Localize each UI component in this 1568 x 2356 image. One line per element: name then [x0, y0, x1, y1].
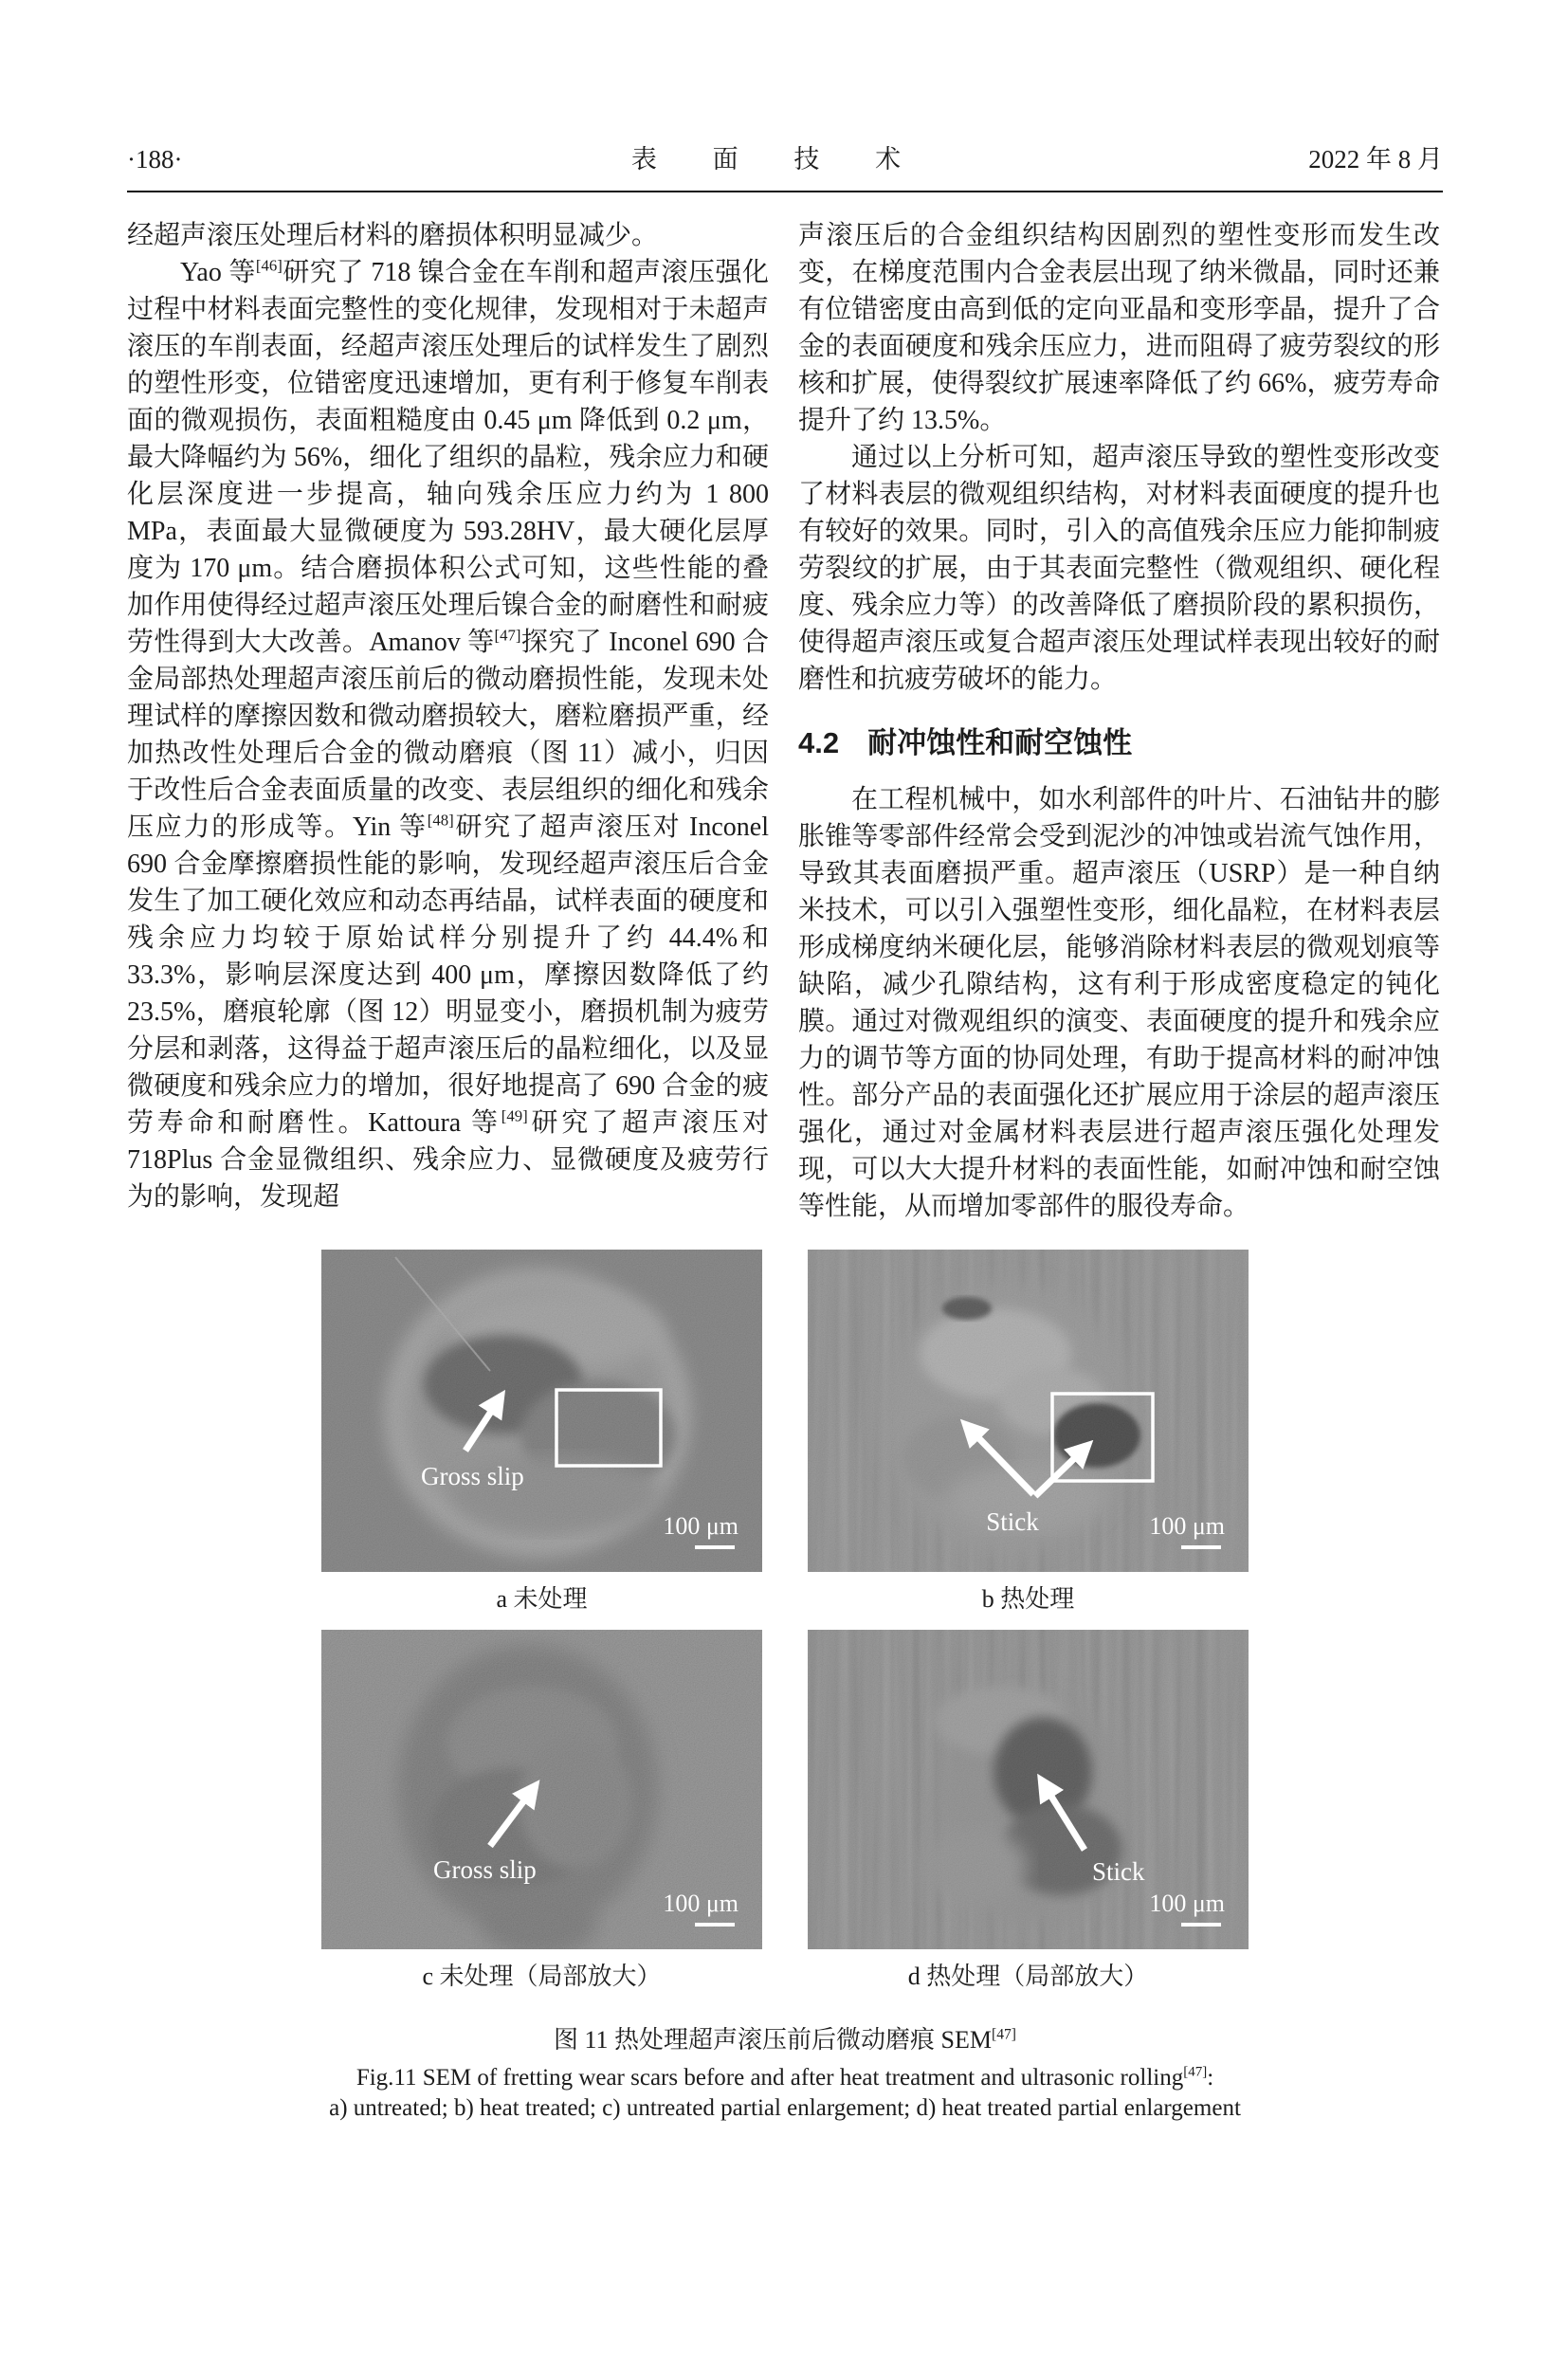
scale-bar [695, 1923, 735, 1927]
figure-caption-en-ref: [47] [1183, 2064, 1208, 2080]
text-run: 探究了 Inconel 690 合金局部热处理超声滚压前后的微动磨损性能，发现未处理试样的摩擦因数和微动磨损较大，磨粒磨损严重，经加热改性处理后合金的微动磨痕（图 11）减小，归因于改性后合金表面质量的改变、表层组织的细化和残余压应力的形成等。Yin 等 [127, 628, 769, 842]
annotation-label: Stick [1092, 1857, 1145, 1886]
paragraph [127, 254, 769, 1215]
scale-bar-label: 100 μm [663, 1512, 738, 1540]
panel-caption-d: d 热处理（局部放大） [907, 1963, 1149, 1990]
paragraph [127, 217, 769, 254]
text-run: 研究了超声滚压对 Inconel 690 合金摩擦磨损性能的影响，发现经超声滚压后合金发生了加工硬化效应和动态再结晶，试样表面的硬度和残余应力均较于原始试样分别提升了约 44.4%和 33.3%，影响层深度达到 400 μm，摩擦因数降低了约 23.5%，磨痕轮廓（图 12）明显变小，磨损机制为疲劳分层和剥落，这得益于超声滚压后的晶粒细化，以及显微硬度和残余应力的增加，很好地提高了 690 合金的疲劳寿命和耐磨性。Kattoura 等 [127, 813, 769, 1138]
sem-image-heat-treated [808, 1250, 1249, 1572]
sem-image-untreated [321, 1250, 762, 1572]
panel-caption-a: a 未处理 [496, 1585, 588, 1613]
sem-panel-c [321, 1630, 762, 2007]
body-columns [127, 217, 1443, 1225]
text-run: 经超声滚压处理后材料的磨损体积明显减少。 [127, 221, 659, 250]
sem-image-untreated-enlarged [321, 1630, 762, 1949]
scale-bar [1181, 1545, 1221, 1549]
right-column [798, 217, 1440, 1225]
text-run: 声滚压后的合金组织结构因剧烈的塑性变形而发生改变，在梯度范围内合金表层出现了纳米微晶，同时还兼有位错密度由高到低的定向亚晶和变形孪晶，提升了合金的表面硬度和残余压应力，进而阻碍了疲劳裂纹的形核和扩展，使得裂纹扩展速率降低了约 66%，疲劳寿命提升了约 13.5%。 [798, 221, 1440, 435]
sem-panel-d [808, 1630, 1249, 2007]
scale-bar [1181, 1923, 1221, 1927]
scale-bar-label: 100 μm [1149, 1890, 1225, 1917]
page-number: ·188· [127, 145, 183, 174]
figure-11 [321, 1250, 1249, 2122]
annotation-label: Stick [986, 1507, 1039, 1536]
panel-caption-c: c 未处理（局部放大） [422, 1963, 662, 1990]
reference-superscript: [46] [255, 256, 283, 275]
figure-caption-cn-text: 图 11 热处理超声滚压前后微动磨痕 SEM [554, 2026, 992, 2054]
figure-panel-grid [321, 1250, 1249, 2007]
figure-caption-en [197, 2065, 1373, 2122]
scale-bar [695, 1545, 735, 1549]
scale-bar-label: 100 μm [663, 1890, 738, 1917]
reference-superscript: [49] [501, 1106, 528, 1125]
paragraph [798, 217, 1440, 439]
annotation-label: Gross slip [421, 1462, 524, 1490]
figure-caption-en-line1 [197, 2065, 1373, 2091]
figure-caption-en-colon: : [1207, 2065, 1214, 2091]
sem-panel-a [321, 1250, 762, 1630]
reference-superscript: [47] [494, 626, 521, 645]
scale-bar-label: 100 μm [1149, 1512, 1225, 1540]
paragraph [798, 439, 1440, 698]
sem-panel-b [808, 1250, 1249, 1630]
panel-caption-b: b 热处理 [981, 1585, 1075, 1613]
figure-caption-cn [321, 2020, 1249, 2055]
left-column [127, 217, 769, 1225]
annotation-label: Gross slip [433, 1855, 537, 1884]
section-heading [798, 726, 1440, 760]
figure-caption-en-text: Fig.11 SEM of fretting wear scars before and after heat treatment and ultrasonic rolling [356, 2065, 1184, 2091]
text-run: 通过以上分析可知，超声滚压导致的塑性变形改变了材料表层的微观组织结构，对材料表面硬度的提升也有较好的效果。同时，引入的高值残余压应力能抑制疲劳裂纹的扩展，由于其表面完整性（微观组织、硬化程度、残余应力等）的改善降低了磨损阶段的累积损伤，使得超声滚压或复合超声滚压处理试样表现出较好的耐磨性和抗疲劳破坏的能力。 [798, 443, 1440, 694]
section-title: 耐冲蚀性和耐空蚀性 [867, 726, 1133, 759]
paper-page [0, 138, 1568, 2356]
text-run: 在工程机械中，如水利部件的叶片、石油钻井的膨胀锥等零部件经常会受到泥沙的冲蚀或岩流气蚀作用，导致其表面磨损严重。超声滚压（USRP）是一种自纳米技术，可以引入强塑性变形，细化晶粒，在材料表层形成梯度纳米硬化层，能够消除材料表层的微观划痕等缺陷，减少孔隙结构，这有利于形成密度稳定的钝化膜。通过对微观组织的演变、表面硬度的提升和残余应力的调节等方面的协同处理，有助于提高材料的耐冲蚀性。部分产品的表面强化还扩展应用于涂层的超声滚压强化，通过对金属材料表层进行超声滚压强化处理发现，可以大大提升材料的表面性能，如耐冲蚀和耐空蚀等性能，从而增加零部件的服役寿命。 [798, 785, 1440, 1221]
section-number: 4.2 [798, 726, 840, 759]
reference-superscript: [48] [427, 811, 454, 830]
issue-date: 2022 年 8 月 [1308, 145, 1443, 174]
journal-title: 表 面 技 术 [630, 145, 926, 174]
running-header [127, 138, 1443, 192]
paragraph [798, 781, 1440, 1225]
text-run: 研究了 718 镍合金在车削和超声滚压强化过程中材料表面完整性的变化规律，发现相对于未超声滚压的车削表面，经超声滚压处理后的试样发生了剧烈的塑性形变，位错密度迅速增加，更有利于修复车削表面的微观损伤，表面粗糙度由 0.45 μm 降低到 0.2 μm，最大降幅约为 56%，细化了组织的晶粒，残余应力和硬化层深度进一步提高，轴向残余压应力约为 1 800 MPa，表面最大显微硬度为 593.28HV，最大硬化层厚度为 170 μm。结合磨损体积公式可知，这些性能的叠加作用使得经过超声滚压处理后镍合金的耐磨性和耐疲劳性得到大大改善。Amanov 等 [127, 258, 769, 657]
text-run: 研究了超声滚压对 718Plus 合金显微组织、残余应力、显微硬度及疲劳行为的影响，发现超 [127, 1108, 769, 1212]
figure-caption-cn-ref: [47] [992, 2026, 1016, 2043]
text-run: Yao 等 [180, 258, 256, 287]
figure-caption-en-line2: a) untreated; b) heat treated; c) untreated partial enlargement; d) heat treated partial enlargement [329, 2095, 1241, 2121]
sem-image-heat-treated-enlarged [808, 1630, 1249, 1949]
